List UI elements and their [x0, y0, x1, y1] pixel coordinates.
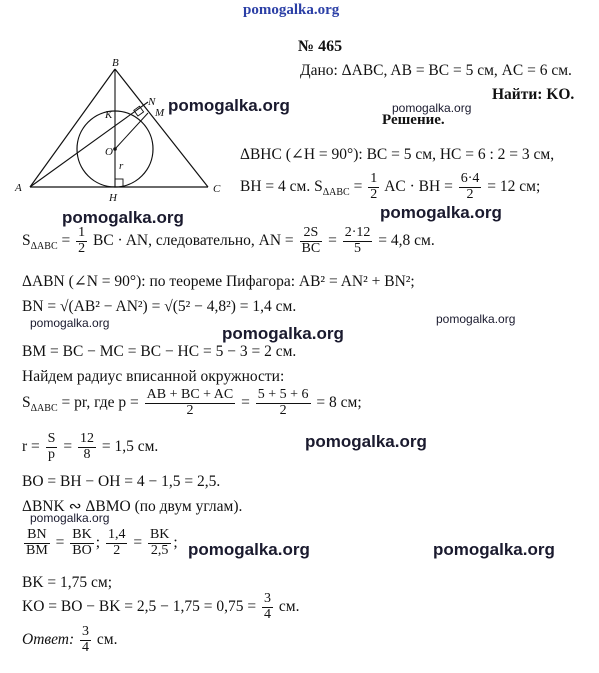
line-3-sub: ΔABC [30, 240, 58, 252]
answer-label: Ответ: [22, 630, 79, 648]
triangle-figure [8, 55, 233, 210]
line-8-b: = pr, где p = [57, 393, 143, 411]
watermark-10: pomogalka.org [188, 540, 310, 559]
line-7: Найдем радиус вписанной окружности: [22, 368, 285, 385]
line-3-d: = [324, 231, 341, 249]
line-9-a: r = [22, 437, 44, 455]
answer-unit: см. [93, 630, 118, 648]
label-n: N [148, 96, 156, 108]
side-bc [115, 69, 208, 187]
radius-om [115, 113, 148, 149]
fraction-64: $\frac{6\cdot 4}{2}$ [460, 171, 480, 202]
watermark-8: pomogalka.org [305, 432, 427, 451]
line-14-a: KO = BO − BK = 2,5 − 1,75 = 0,75 = [22, 597, 261, 615]
fraction-142: $\frac{1,4}{2}$ [107, 527, 126, 558]
line-2-d: = 12 см; [483, 177, 541, 195]
line-2-c: AC · BH = [381, 177, 457, 195]
line-3-a: S [22, 231, 31, 249]
line-2-sub: ΔABC [322, 186, 350, 198]
watermark-9: pomogalka.org [30, 511, 110, 525]
line-8-sub: ΔABC [30, 402, 58, 414]
line-3-b: = [57, 231, 75, 249]
fraction-bnbm: $\frac{BN}{BM}$ [26, 527, 48, 558]
fraction-556: $\frac{5 + 5 + 6}{2}$ [257, 387, 309, 418]
label-a: A [15, 182, 22, 194]
line-9 [22, 432, 158, 462]
line-8 [22, 388, 362, 418]
answer-line [22, 625, 117, 655]
watermark-3: pomogalka.org [62, 208, 184, 227]
side-ab [30, 69, 115, 187]
fraction-answer: $\frac{3}{4}$ [82, 624, 90, 655]
label-h: H [109, 192, 117, 204]
label-k: K [105, 109, 113, 121]
line-9-b: = [59, 437, 76, 455]
watermark-7: pomogalka.org [436, 312, 516, 326]
fraction-34: $\frac{3}{4}$ [264, 591, 272, 622]
line-8-c: = [237, 393, 254, 411]
watermark-4: pomogalka.org [380, 203, 502, 222]
line-13: BK = 1,75 см; [22, 574, 113, 591]
label-o: O [105, 146, 113, 158]
line-2-b: = [349, 177, 367, 195]
line-14-b: см. [275, 597, 300, 615]
solution-title: Решение. [382, 112, 445, 128]
label-b: B [112, 57, 119, 69]
line-2-a: BH = 4 см. S [240, 177, 323, 195]
watermark-6: pomogalka.org [222, 324, 344, 343]
line-5: BN = √(AB² − AN²) = √(5² − 4,8²) = 1,4 см. [22, 298, 297, 315]
line-1: ΔBHC (∠H = 90°): BC = 5 см, HC = 6 : 2 = 3 см, [240, 146, 555, 163]
watermark-11: pomogalka.org [433, 540, 555, 559]
line-12: $\frac{BN}{BM}$ = $\frac{BK}{BO}$ ; $\frac{1,4}{2}$ = $\frac{BK}{2,5}$ ; [26, 527, 178, 558]
line-3-c: BC · AN, следовательно, AN = [89, 231, 298, 249]
line-10: BO = BH − OH = 4 − 1,5 = 2,5. [22, 473, 221, 490]
line-4: ΔABN (∠N = 90°): по теореме Пифагора: AB² = AN² + BN²; [22, 273, 415, 290]
line-14 [22, 592, 299, 622]
fraction-half-2: $\frac{1}{2}$ [78, 225, 86, 256]
fraction-bkbo: $\frac{BK}{BO}$ [72, 527, 92, 558]
fraction-212: $\frac{2\cdot 12}{5}$ [344, 225, 371, 256]
watermark-top: pomogalka.org [243, 2, 340, 18]
fraction-sp: $\frac{S}{p}$ [47, 431, 56, 462]
fraction-p: $\frac{AB + BC + AC}{2}$ [146, 387, 234, 418]
label-r: r [119, 160, 124, 172]
fraction-2s: $\frac{2S}{BC}$ [301, 225, 321, 256]
label-m: M [155, 107, 165, 119]
line-9-c: = 1,5 см. [97, 437, 159, 455]
label-c: C [213, 183, 221, 195]
given-text: Дано: ΔABC, AB = BC = 5 см, AC = 6 см. [300, 62, 572, 79]
fraction-bk25: $\frac{BK}{2,5}$ [149, 527, 170, 558]
watermark-2: pomogalka.org [392, 101, 472, 115]
line-12-e: ; [173, 533, 178, 551]
line-8-a: S [22, 393, 31, 411]
line-12-c: ; [95, 533, 104, 551]
line-8-d: = 8 см; [312, 393, 362, 411]
fraction-half: $\frac{1}{2}$ [370, 171, 378, 202]
fraction-128: $\frac{12}{8}$ [79, 431, 94, 462]
line-3-e: = 4,8 см. [374, 231, 435, 249]
center-o [113, 147, 117, 151]
line-6: BM = BC − MC = BC − HC = 5 − 3 = 2 см. [22, 343, 297, 360]
watermark-1: pomogalka.org [168, 96, 290, 115]
watermark-5: pomogalka.org [30, 316, 110, 330]
line-3 [22, 226, 435, 256]
find-text: Найти: KO. [492, 86, 575, 103]
line-11: ΔBNK ∾ ΔBMO (по двум углам). [22, 498, 243, 515]
problem-number: № 465 [298, 38, 343, 55]
line-2 [240, 172, 540, 202]
